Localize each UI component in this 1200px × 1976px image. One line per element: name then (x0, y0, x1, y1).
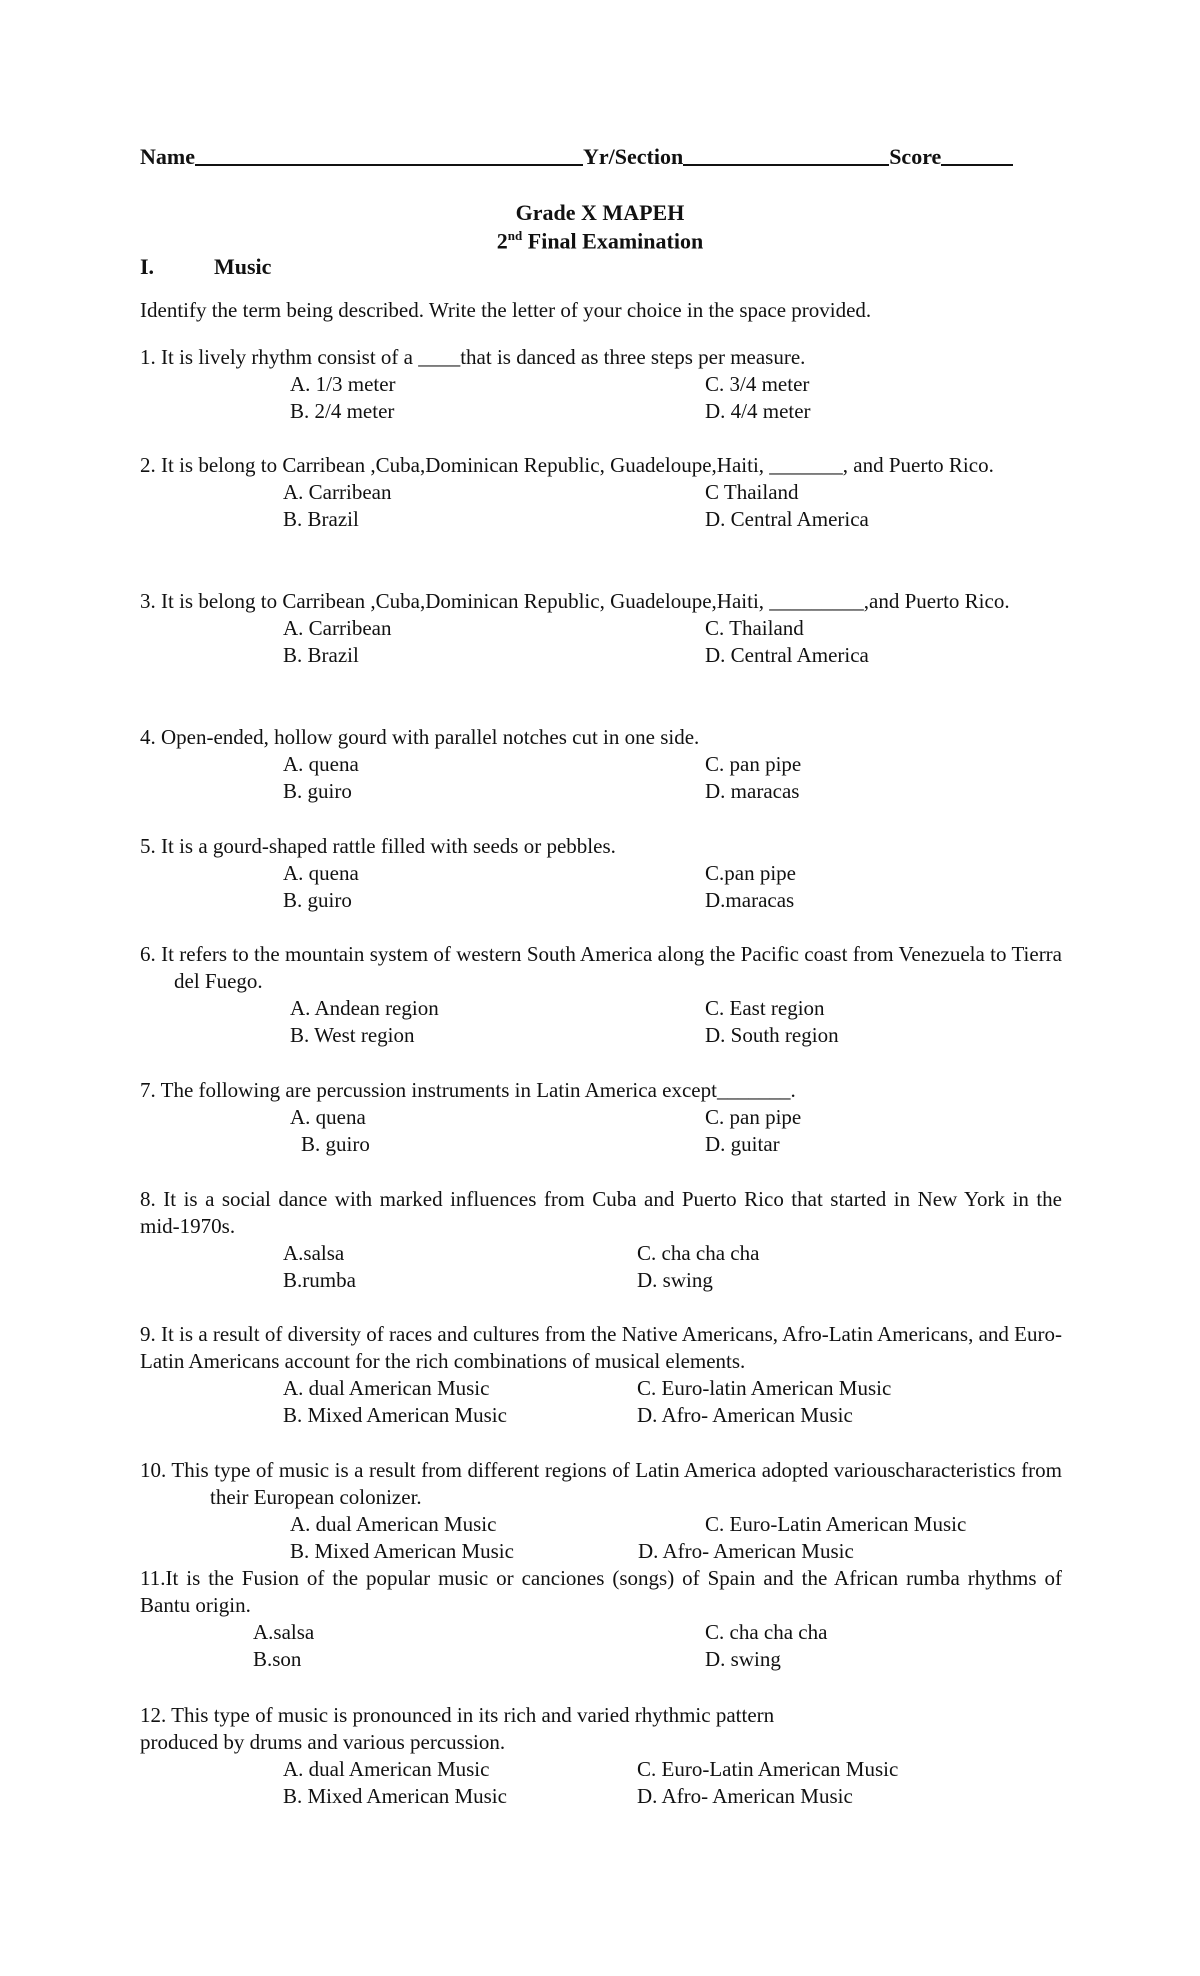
options-row (140, 615, 1062, 642)
section-number: I. (140, 254, 155, 279)
question-stem: 10. This type of music is a result from different regions of Latin America adopted variouscharacteristics from their European colonizer. (140, 1458, 1062, 1509)
option-d: D.maracas (705, 888, 795, 912)
option-d: D. Central America (705, 507, 869, 531)
option-b: B. Brazil (283, 507, 359, 531)
question-stem: 9. It is a result of diversity of races and cultures from the Native Americans, Afro-Latin Americans, and Euro-Latin Americans account for the rich combinations of musical elements. (140, 1322, 1062, 1373)
option-b: B. 2/4 meter (290, 399, 395, 423)
question-stem: 11.It is the Fusion of the popular music or canciones (songs) of Spain and the African rumba rhythms of Bantu origin. (140, 1566, 1062, 1617)
options-row (140, 1538, 1062, 1565)
option-a: A. dual American Music (283, 1376, 490, 1400)
question-stem-continued: produced by drums and various percussion. (140, 1730, 506, 1754)
option-d: D. guitar (705, 1132, 780, 1156)
option-b: B. West region (290, 1023, 415, 1047)
option-c: C. 3/4 meter (705, 372, 810, 396)
option-d: D. swing (637, 1268, 713, 1292)
options-row (140, 1267, 1062, 1294)
options-row (140, 642, 1062, 669)
option-a: A. quena (283, 861, 359, 885)
options-row (140, 1511, 1062, 1538)
section-label: Yr/Section (582, 144, 684, 169)
option-c: C. pan pipe (705, 1105, 802, 1129)
question-7 (140, 1077, 1062, 1158)
exam-title: Grade X MAPEH (515, 200, 685, 225)
option-c: C Thailand (705, 480, 799, 504)
question-stem: 12. This type of music is pronounced in its rich and varied rhythmic pattern (140, 1703, 775, 1727)
options-row (140, 479, 1062, 506)
question-8 (140, 1186, 1062, 1294)
options-row (140, 371, 1062, 398)
options-row (140, 1756, 1062, 1783)
option-b: B. Mixed American Music (283, 1403, 507, 1427)
option-c: C. cha cha cha (637, 1241, 760, 1265)
option-b: B.rumba (283, 1268, 356, 1292)
option-c: C.pan pipe (705, 861, 796, 885)
options-row (140, 887, 1062, 914)
question-6 (140, 941, 1062, 1049)
option-d: D. Afro- American Music (637, 1784, 853, 1808)
student-info-line (140, 144, 1025, 170)
option-c: C. Euro-Latin American Music (705, 1512, 967, 1536)
options-row (140, 751, 1062, 778)
option-c: C. East region (705, 996, 825, 1020)
option-c: C. cha cha cha (705, 1620, 828, 1644)
option-c: C. Thailand (705, 616, 804, 640)
option-b: B. Mixed American Music (283, 1784, 507, 1808)
options-row (140, 1104, 1062, 1131)
option-a: A. Carribean (283, 616, 392, 640)
section-heading (140, 254, 271, 280)
score-label: Score (889, 144, 942, 169)
option-a: A. Andean region (290, 996, 439, 1020)
options-row (140, 1240, 1062, 1267)
option-a: A.salsa (283, 1241, 345, 1265)
option-b: B. guiro (301, 1132, 370, 1156)
instructions: Identify the term being described. Write the letter of your choice in the space provided. (140, 298, 872, 322)
section-blank[interactable] (683, 144, 889, 166)
name-label: Name (140, 144, 195, 169)
option-d: D. maracas (705, 779, 800, 803)
options-row (140, 1783, 1062, 1810)
options-row (140, 1402, 1062, 1429)
question-stem: 6. It refers to the mountain system of western South America along the Pacific coast from Venezuela to Tierra del Fuego. (140, 942, 1062, 993)
option-d: D. Afro- American Music (638, 1539, 854, 1563)
option-c: C. pan pipe (705, 752, 802, 776)
question-3 (140, 588, 1062, 669)
option-a: A. quena (290, 1105, 366, 1129)
options-row (140, 1022, 1062, 1049)
question-stem: 2. It is belong to Carribean ,Cuba,Dominican Republic, Guadeloupe,Haiti, _______, and Puerto Rico. (140, 453, 994, 477)
options-row (140, 1131, 1062, 1158)
options-row (140, 995, 1062, 1022)
question-5 (140, 833, 1062, 914)
options-row (140, 778, 1062, 805)
options-row (140, 1619, 1062, 1646)
option-a: A.salsa (253, 1620, 315, 1644)
option-b: B. guiro (283, 779, 352, 803)
option-b: B. Mixed American Music (290, 1539, 514, 1563)
option-d: D. 4/4 meter (705, 399, 811, 423)
score-blank[interactable] (941, 144, 1013, 166)
question-stem: 8. It is a social dance with marked influences from Cuba and Puerto Rico that started in New York in the mid-1970s. (140, 1187, 1062, 1238)
question-2 (140, 452, 1062, 533)
section-name: Music (214, 254, 272, 279)
question-10 (140, 1457, 1062, 1565)
option-b: B. Brazil (283, 643, 359, 667)
question-4 (140, 724, 1062, 805)
option-a: A. Carribean (283, 480, 392, 504)
options-row (140, 398, 1062, 425)
option-a: A. quena (283, 752, 359, 776)
question-9 (140, 1321, 1062, 1429)
option-c: C. Euro-Latin American Music (637, 1757, 899, 1781)
name-blank[interactable] (195, 144, 583, 166)
question-11 (140, 1565, 1062, 1673)
options-row (140, 1375, 1062, 1402)
question-stem: 1. It is lively rhythm consist of a ____that is danced as three steps per measure. (140, 345, 806, 369)
question-12 (140, 1702, 1062, 1810)
options-row (140, 506, 1062, 533)
option-d: D. South region (705, 1023, 839, 1047)
question-stem: 4. Open-ended, hollow gourd with parallel notches cut in one side. (140, 725, 700, 749)
options-row (140, 860, 1062, 887)
option-b: B.son (253, 1647, 302, 1671)
option-a: A. dual American Music (290, 1512, 497, 1536)
option-a: A. 1/3 meter (290, 372, 396, 396)
question-stem: 7. The following are percussion instruments in Latin America except_______. (140, 1078, 796, 1102)
option-a: A. dual American Music (283, 1757, 490, 1781)
option-c: C. Euro-latin American Music (637, 1376, 892, 1400)
option-d: D. swing (705, 1647, 781, 1671)
question-1 (140, 344, 1062, 425)
option-b: B. guiro (283, 888, 352, 912)
question-stem: 5. It is a gourd-shaped rattle filled with seeds or pebbles. (140, 834, 616, 858)
option-d: D. Afro- American Music (637, 1403, 853, 1427)
option-d: D. Central America (705, 643, 869, 667)
options-row (140, 1646, 1062, 1673)
question-stem: 3. It is belong to Carribean ,Cuba,Dominican Republic, Guadeloupe,Haiti, _________,and Puerto Rico. (140, 589, 1010, 613)
exam-subtitle: 2nd Final Examination (496, 228, 704, 254)
